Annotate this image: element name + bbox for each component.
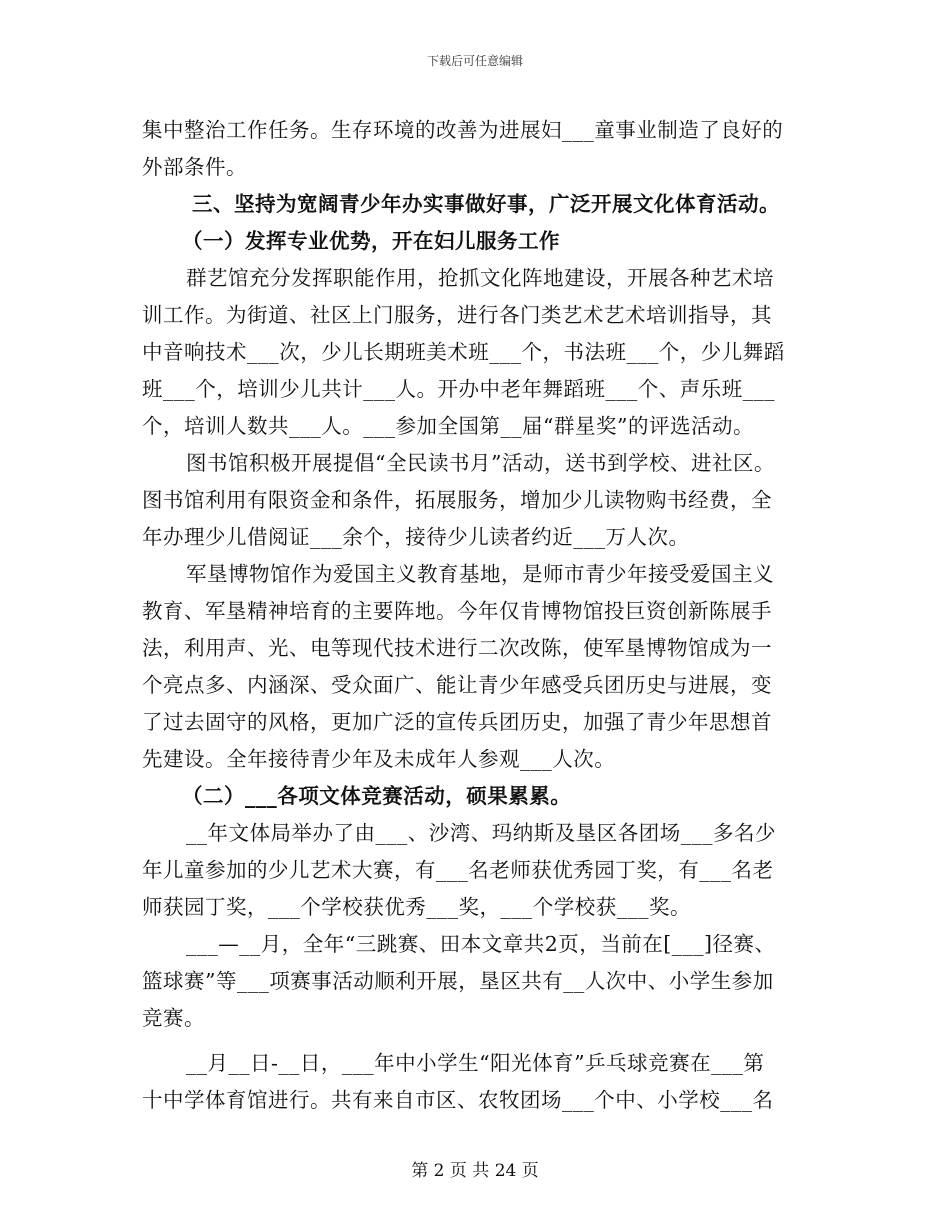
paragraph-gap — [142, 1037, 808, 1045]
text-line: 年办理少儿借阅证___余个，接待少儿读者约近___万人次。 — [142, 525, 690, 549]
text-line: 先建设。全年接待青少年及未成年人参观___人次。 — [142, 747, 616, 771]
section-heading: （一）发挥专业优势，开在妇儿服务工作 — [182, 229, 560, 253]
text-line: 个，培训人数共___人。___参加全国第__届“群星奖”的评选活动。 — [142, 414, 754, 438]
text-line: 师获园丁奖，___个学校获优秀___奖，___个学校获___奖。 — [142, 895, 691, 919]
text-line: 了过去固守的风格，更加广泛的宣传兵团历史，加强了青少年思想首 — [142, 710, 772, 734]
text-line: 竞赛。 — [142, 1006, 205, 1030]
text-line: 班___个，培训少儿共计___人。开办中老年舞蹈班___个、声乐班___ — [142, 377, 775, 401]
section-heading: （二）___各项文体竞赛活动，硕果累累。 — [182, 784, 572, 808]
text-line: __月__日-__日，___年中小学生“阳光体育”乒乓球竞赛在___第 — [186, 1051, 765, 1075]
text-line: 十中学体育馆进行。共有来自市区、农牧团场___个中、小学校___名 — [142, 1088, 774, 1112]
page-footer: 第 2 页 共 24 页 — [411, 1161, 539, 1181]
text-line: 图书馆积极开展提倡“全民读书月”活动，送书到学校、进社区。 — [186, 451, 775, 475]
text-line: 篮球赛”等___项赛事活动顺利开展，垦区共有__人次中、小学生参加 — [142, 969, 774, 993]
text-line: 训工作。为街道、社区上门服务，进行各门类艺术艺术培训指导，其 — [142, 303, 772, 327]
text-line: 外部条件。 — [142, 155, 247, 179]
page-header: 下载后可任意编辑 — [426, 54, 523, 68]
document-body — [142, 112, 808, 1119]
text-line: 群艺馆充分发挥职能作用，抢抓文化阵地建设，开展各种艺术培 — [186, 266, 774, 290]
text-line: 军垦博物馆作为爱国主义教育基地，是师市青少年接受爱国主义 — [186, 562, 774, 586]
text-line: 图书馆利用有限资金和条件，拓展服务，增加少儿读物购书经费，全 — [142, 488, 772, 512]
text-line: 年儿童参加的少儿艺术大赛，有___名老师获优秀园丁奖，有___名老 — [142, 858, 774, 882]
text-line: 个亮点多、内涵深、受众面广、能让青少年感受兵团历史与进展，变 — [142, 673, 772, 697]
text-line: 教育、军垦精神培育的主要阵地。今年仅肯博物馆投巨资创新陈展手 — [142, 599, 772, 623]
text-line: 中音响技术___次，少儿长期班美术班___个，书法班___个，少儿舞蹈 — [142, 340, 785, 364]
text-line: 法，利用声、光、电等现代技术进行二次改陈，使军垦博物馆成为一 — [142, 636, 772, 660]
text-line: __年文体局举办了由___、沙湾、玛纳斯及垦区各团场___多名少 — [186, 821, 776, 845]
section-heading: 三、坚持为宽阔青少年办实事做好事，广泛开展文化体育活动。 — [192, 192, 780, 216]
text-line: 集中整治工作任务。生存环境的改善为进展妇___童事业制造了良好的 — [142, 118, 784, 142]
text-line: ___—__月，全年“三跳赛、田本文章共2页，当前在[___]径赛、 — [186, 932, 776, 956]
